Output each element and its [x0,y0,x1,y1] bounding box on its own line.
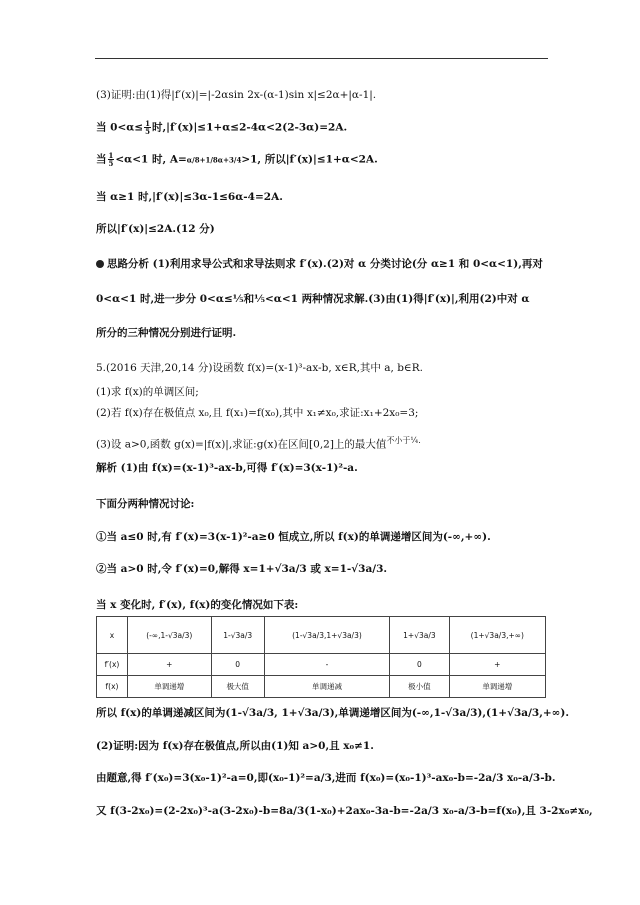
solution-line-8: 由题意,得 f′(x₀)=3(x₀-1)²-a=0,即(x₀-1)²=a/3,进而 f(x₀)=(x₀-1)³-ax₀-b=-2a/3 x₀-a/3-b. [96,772,556,784]
table-cell: (-∞,1-√3a/3) [128,617,212,654]
analysis-text: (1)利用求导公式和求导法则求 f′(x).(2)对 α 分类讨论(分 α≥1 和 0<α<1),再对 [149,258,543,270]
case-2-b: <α<1 时, A= [115,153,187,166]
header-rule [95,58,548,59]
fraction-1-5: $\frac{1}{5}$ [145,119,151,136]
part3-text: (3)设 a>0,函数 g(x)=|f(x)|,求证:g(x)在区间[0,2]上的最大值 [96,438,387,451]
line-analysis-2: 0<α<1 时,进一步分 0<α≤⅕和⅕<α<1 两种情况求解.(3)由(1)得|f′(x)|,利用(2)中对 α [96,293,530,305]
case-2-c: >1, 所以|f′(x)|≤1+α<2A. [241,153,378,166]
bullet-icon [96,260,104,268]
table-cell: 0 [211,654,264,676]
line-analysis-3: 所分的三种情况分别进行证明. [96,327,237,339]
line-case-1 [96,120,347,135]
line-case-3: 当 α≥1 时,|f′(x)|≤3α-1≤6α-4=2A. [96,191,283,203]
solution-line-9: 又 f(3-2x₀)=(2-2x₀)³-a(3-2x₀)-b=8a/3(1-x₀)+2ax₀-3a-b=-2a/3 x₀-a/3-b=f(x₀),且 3-2x₀≠x₀, [96,805,593,817]
solution-text: (1)由 f(x)=(x-1)³-ax-b,可得 f′(x)=3(x-1)²-a. [117,462,358,474]
case-2-a: 当 [96,153,107,166]
solution-line-6: 所以 f(x)的单调递减区间为(1-√3a/3, 1+√3a/3),单调递增区间为(-∞,1-√3a/3),(1+√3a/3,+∞). [96,707,570,719]
problem-5-part3 [96,434,421,452]
table-cell: + [449,654,545,676]
table-cell: f′(x) [97,654,128,676]
table-cell: 极大值 [211,676,264,698]
variation-table [96,616,546,698]
table-cell: 单调递减 [264,676,389,698]
solution-line-2: 下面分两种情况讨论: [96,498,195,510]
line-analysis-1 [96,257,543,271]
line-proof-3: (3)证明:由(1)得|f′(x)|=|-2αsin 2x-(α-1)sin x|≤2α+|α-1|. [96,89,377,101]
fraction-1-5: $\frac{1}{5}$ [108,151,114,168]
solution-line-7: (2)证明:因为 f(x)存在极值点,所以由(1)知 a>0,且 x₀≠1. [96,740,374,752]
table-cell: 1+√3a/3 [390,617,449,654]
solution-line-4: ②当 a>0 时,令 f′(x)=0,解得 x=1+√3a/3 或 x=1-√3a/3. [96,563,388,575]
line-case-2 [96,152,378,168]
problem-5-part2: (2)若 f(x)存在极值点 x₀,且 f(x₁)=f(x₀),其中 x₁≠x₀,求证:x₁+2x₀=3; [96,407,419,419]
problem-5-part1: (1)求 f(x)的单调区间; [96,386,199,398]
case-2-formula: α/8+1/8α+3/4 [186,155,242,165]
table-cell: x [97,617,128,654]
table-cell: 0 [390,654,449,676]
solution-line-1 [96,461,358,475]
part3-bound: 不小于¼. [386,436,421,445]
line-conclusion: 所以|f′(x)|≤2A.(12 分) [96,223,215,235]
table-row [97,676,546,698]
table-cell: f(x) [97,676,128,698]
case-1-b: 时,|f′(x)|≤1+α≤2-4α<2(2-3α)=2A. [152,121,348,134]
table-cell: + [128,654,212,676]
table-cell: 单调递增 [128,676,212,698]
table-cell: 1-√3a/3 [211,617,264,654]
table-cell: 单调递增 [449,676,545,698]
case-1-a: 当 0<α≤ [96,121,144,134]
problem-5-title: 5.(2016 天津,20,14 分)设函数 f(x)=(x-1)³-ax-b, x∈R,其中 a, b∈R. [96,362,423,374]
table-row [97,617,546,654]
analysis-label: 思路分析 [107,258,149,270]
table-cell: (1+√3a/3,+∞) [449,617,545,654]
solution-line-5: 当 x 变化时, f′(x), f(x)的变化情况如下表: [96,599,299,611]
table-row [97,654,546,676]
solution-label: 解析 [96,462,117,474]
table-cell: (1-√3a/3,1+√3a/3) [264,617,389,654]
solution-line-3: ①当 a≤0 时,有 f′(x)=3(x-1)²-a≥0 恒成立,所以 f(x)的单调递增区间为(-∞,+∞). [96,531,491,543]
table-cell: 极小值 [390,676,449,698]
table-cell: - [264,654,389,676]
